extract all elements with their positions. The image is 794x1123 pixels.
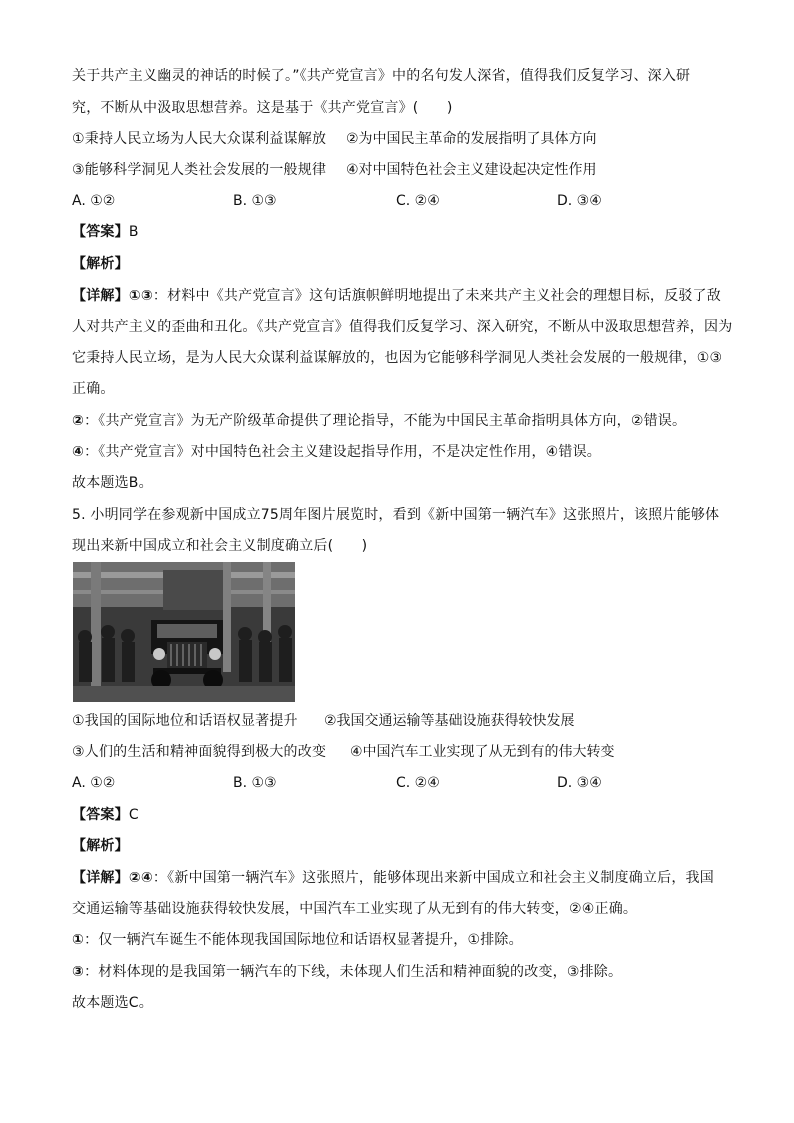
q4-note2-text: ：《共产党宣言》为无产阶级革命提供了理论指导，不能为中国民主革命指明具体方向，②错误。 — [84, 413, 687, 429]
q5-detail-text1: ：《新中国第一辆汽车》这张照片，能够体现出来新中国成立和社会主义制度确立后，我国 — [152, 870, 714, 886]
q5-detail-line2: 交通运输等基础设施获得较快发展，中国汽车工业实现了从无到有的伟大转变，②④正确。 — [72, 901, 638, 917]
q5-analysis-label: 【解析】 — [72, 838, 129, 854]
q5-note-3 — [72, 962, 622, 982]
q5-item-3: ③人们的生活和精神面貌得到极大的改变 — [72, 744, 327, 760]
q4-note2-key: ② — [72, 413, 85, 429]
q4-item-2: ②为中国民主革命的发展指明了具体方向 — [346, 131, 597, 147]
q4-conclusion: 故本题选B。 — [72, 475, 153, 491]
q5-detail-key: ②④ — [128, 870, 153, 886]
q5-option-a[interactable]: A. ①② — [72, 775, 116, 791]
first-car-photo — [73, 562, 295, 702]
q4-option-d[interactable]: D. ③④ — [557, 193, 602, 209]
q5-answer — [72, 805, 139, 825]
q5-option-d[interactable]: D. ③④ — [557, 775, 602, 791]
q5-option-b[interactable]: B. ①③ — [233, 775, 277, 791]
q5-note1-key: ① — [72, 932, 85, 948]
q5-detail-line1 — [72, 868, 714, 888]
q4-option-a[interactable]: A. ①② — [72, 193, 116, 209]
first-car-photo-illustration — [73, 562, 295, 702]
q5-answer-value: C — [128, 807, 139, 823]
q4-analysis-label: 【解析】 — [72, 256, 129, 272]
q4-note4-key: ④ — [72, 444, 85, 460]
q5-stem-line2: 现出来新中国成立和社会主义制度确立后( ) — [72, 538, 368, 554]
q5-note1-text: ：仅一辆汽车诞生不能体现我国国际地位和话语权显著提升，①排除。 — [84, 932, 523, 948]
q5-stem-line1: 5. 小明同学在参观新中国成立75周年图片展览时，看到《新中国第一辆汽车》这张照片，该照片能够体 — [72, 507, 720, 523]
q4-detail-label: 【详解】 — [72, 288, 129, 304]
q5-note3-text: ：材料体现的是我国第一辆汽车的下线，未体现人们生活和精神面貌的改变，③排除。 — [84, 964, 623, 980]
q4-item-3: ③能够科学洞见人类社会发展的一般规律 — [72, 162, 327, 178]
q4-answer — [72, 222, 139, 242]
q4-stem-line1: 关于共产主义幽灵的神话的时候了。”《共产党宣言》中的名句发人深省，值得我们反复学习、深入研 — [72, 68, 691, 84]
q5-item-2: ②我国交通运输等基础设施获得较快发展 — [324, 713, 575, 729]
q5-answer-label: 【答案】 — [72, 807, 129, 823]
q4-detail-line4: 正确。 — [72, 381, 115, 397]
q4-detail-line1 — [72, 286, 721, 306]
q5-note3-key: ③ — [72, 964, 85, 980]
q4-note-4 — [72, 442, 601, 462]
q5-item-1: ①我国的国际地位和话语权显著提升 — [72, 713, 298, 729]
q5-conclusion: 故本题选C。 — [72, 995, 153, 1011]
q4-item-4: ④对中国特色社会主义建设起决定性作用 — [346, 162, 597, 178]
q5-note-1 — [72, 930, 523, 950]
q5-option-c[interactable]: C. ②④ — [396, 775, 440, 791]
q4-detail-line3: 它秉持人民立场，是为人民大众谋利益谋解放的，也因为它能够科学洞见人类社会发展的一般规律，①③ — [72, 350, 723, 366]
q4-answer-label: 【答案】 — [72, 224, 129, 240]
q4-detail-text1: ：材料中《共产党宣言》这句话旗帜鲜明地提出了未来共产主义社会的理想目标，反驳了敌 — [152, 288, 721, 304]
q4-note4-text: ：《共产党宣言》对中国特色社会主义建设起指导作用，不是决定性作用，④错误。 — [84, 444, 602, 460]
q4-detail-line2: 人对共产主义的歪曲和丑化。《共产党宣言》值得我们反复学习、深入研究，不断从中汲取思想营养，因为 — [72, 319, 733, 335]
q4-note-2 — [72, 411, 686, 431]
q4-option-c[interactable]: C. ②④ — [396, 193, 440, 209]
q4-answer-value: B — [128, 224, 139, 240]
q5-detail-label: 【详解】 — [72, 870, 129, 886]
q4-option-b[interactable]: B. ①③ — [233, 193, 277, 209]
q4-item-1: ①秉持人民立场为人民大众谋利益谋解放 — [72, 131, 327, 147]
q4-stem-line2: 究，不断从中汲取思想营养。这是基于《共产党宣言》( ) — [72, 100, 453, 116]
q5-item-4: ④中国汽车工业实现了从无到有的伟大转变 — [350, 744, 615, 760]
q4-detail-key: ①③ — [128, 288, 153, 304]
